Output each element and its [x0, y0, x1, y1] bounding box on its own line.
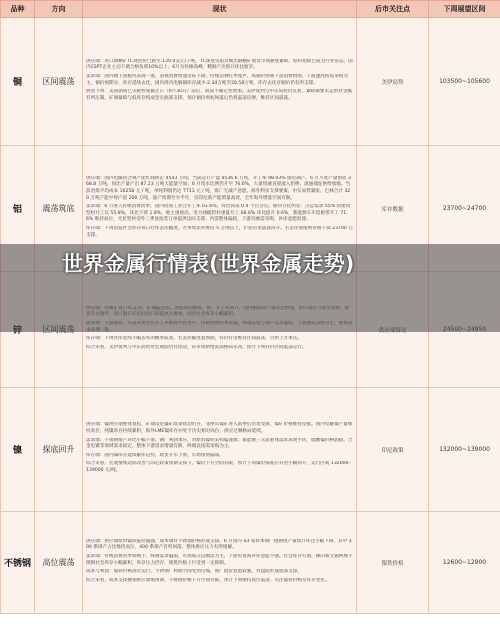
header-direction: 方向 [35, 1, 83, 18]
header-status: 现状 [83, 1, 357, 18]
status-paragraph: 综合来看，美伊谈判与中东局势对宏观面仍有扰动，锌市场供增需弱格局未改，预计下周锌价区间震荡运行。 [86, 344, 307, 350]
range-cell: 12600~12900 [429, 512, 500, 614]
status-paragraph: 库存端：下周社库延续小幅去库的概率较高，若去库幅度超预期，锌价有望维持区间震荡，否则上方承压。 [86, 336, 302, 342]
status-paragraph: 库存端：国内镍库存延续累库趋势，现货升水下滑，市场情绪偏弱。 [86, 452, 224, 458]
table-header-row [1, 1, 500, 18]
direction-cell: 高位震荡 [35, 512, 83, 614]
factor-cell: 印尼政策 [357, 388, 429, 512]
status-paragraph: 供应端：进口铜精矿TC现货价已跌至-120.0美元/干吨，TC深度负值反映出铜精矿现货市场极度紧缺，原料短缺已成为行业常态。国内CSPT企业主动下调合格负荷10%以上；6月为检修高峰，精铜产出预计环比收窄。 [86, 58, 353, 71]
range-cell: 132000~139000 [429, 388, 500, 512]
status-cell [83, 512, 357, 614]
header-metal: 品种 [1, 1, 35, 18]
header-factor: 后市关注点 [357, 1, 429, 18]
metal-cell: 镍 [1, 388, 35, 512]
status-paragraph: 供应端：国内电解铝合规产能红线锁定 4543 万吨，当前运行产能 4536.6 万吨，开工率 98.03% 接近满产。6 月月度产量预估 368.8 万吨，同比产量产出 87.23 万吨天能量空间；6 月铝水比例仍升至 76.6%，大量铝液直接流入铝棒、流通端征供给收缩。当前冶炼平均成本 16258 元 / 吨，单吨利润仍达 7713 元 / 吨，炼厂无减产意愿。海外利多支撑要素，中东局势紧张，巴林合计 320 万吨产能中停产超 200 万吨，量产周期至少半年，仅印尼新产能增量高效，全年海外增量空间有限。 [86, 175, 351, 201]
factor-cell: 库存数据 [357, 146, 429, 272]
status-paragraph: 库存端：下周铝锭社会库存每日社库去库幅度，若单周去库维持 5 万吨以上，沪铝有望震荡回升。若去库放缓则价格下探 23700 元支撑。 [86, 225, 353, 238]
status-paragraph: 需求端：国内端下游板块表现一般，表观消费增速边际下降。传统消费旺季尾声，高铜价抑制下游消费情绪，下游逢高按需采购为主。铜价预期分，库存延续去化，国内周内电解铜库存减少-2.34万吨至20.58万吨，库存去化对铜价仍有所支撑。 [86, 73, 348, 86]
metal-cell: 铜 [1, 18, 35, 146]
status-cell [83, 18, 357, 146]
status-paragraph: 供应端：镍供应端整体宽松，矿端印尼镍矿政策扰动仍存，菲律宾镍矿进入雨季后出货受限，镍矿价格维持坚挺。国内电解镍产量维持高位，纯镍库存持续累积，海外LME镍库存亦处于历史相对高位，供应过剩格局延续。 [86, 422, 353, 435]
status-cell [83, 388, 357, 512]
direction-cell: 区间震荡 [35, 18, 83, 146]
header-range: 下周展望区间 [429, 1, 500, 18]
table-row [1, 18, 500, 146]
factor-cell: 镍铁价格 [357, 512, 429, 614]
metal-cell: 铝 [1, 146, 35, 272]
table-row [1, 512, 500, 614]
status-paragraph: 需求端：传统消费淡季影响下，终端需求偏弱，市场成交以刚需为主，下游贸易商补库意愿不强。社会库存方面，佛山和无锡两地不锈钢社会库存小幅累积，库存压力仍存，现货价格上行受到一定抑制。 [86, 553, 353, 566]
status-paragraph: 成本与利润：镍铁价格高位运行，不锈钢厂利润空间受到压缩，钢厂挺价意愿较强，对盘面形成底部支撑。 [86, 569, 302, 575]
status-paragraph: 综合来看，成本支撑叠加供应收缩预期，不锈钢价格下方空间有限，预计下周维持高位震荡，关注镍铁价格及库存变化。 [86, 577, 330, 583]
status-paragraph: 综合来看，宏观情绪边际改善与印尼政策预期支撑下，镍价下方空间有限，预计下周镍价探底后有望小幅回升，运行区间 132000-139000 元/吨。 [86, 461, 351, 473]
status-paragraph: 供应端：供应端原料镍铁报价偏强，成本端对不锈钢价格形成支撑。6 月国内 43 家样本钢厂粗钢排产量预计环比小幅下降，其中 300 系排产占比维持高位，400 系排产有所回落，整体供应压力有所缓解。 [86, 538, 352, 551]
direction-cell: 震荡筑底 [35, 146, 83, 272]
range-cell: 103500~105600 [429, 18, 500, 146]
status-paragraph: 需求端：6 月进入传统消费淡季，国内铝加工业合开工率 61.6%，环比回落 0.4 个百分点。板块分化明显：占总需求 55% 的建筑型材开工仅 55.8%，环比下滑 1.8%，地主重视高，电力线缆铝杆重量开工 68.6% 环比提升 0.6%，新能源车车铝板带开工 71.6% 维持高位，光伏型材受外三季度抢装订单提供边际支撑。内需整体偏软，下游仅刚需采购，补库意愿低迷。 [86, 204, 351, 223]
status-paragraph: 展望下周：美国期间已关税暂缓截止日（6月30日）前后，政策不确定性增加。美伊谈判与中东局势仍反复，紧缺铜象未走供对金属有所压制。矿端紧缺与低库存构成坚实底部支撑，预计铜价周初回落后仍将震荡反弹，维持区间震荡。 [86, 89, 353, 101]
table-row [1, 388, 500, 512]
range-cell: 23700~24700 [429, 146, 500, 272]
metal-cell: 不锈钢 [1, 512, 35, 614]
factor-cell: 美伊局势 [357, 18, 429, 146]
direction-cell: 探底回升 [35, 388, 83, 512]
overlay-title: 世界金属行情表(世界金属走势) [62, 252, 355, 276]
status-paragraph: 需求端：不锈钢排产环比小幅下滑，钢厂利润承压，对原料镍铁采购偏谨慎；新能源三元前驱体需求表现平淡，硫酸镍价格弱稳。合金电镀等领域需求稳定，整体下游需求增量有限，终端以按需采购为主。 [86, 437, 353, 450]
